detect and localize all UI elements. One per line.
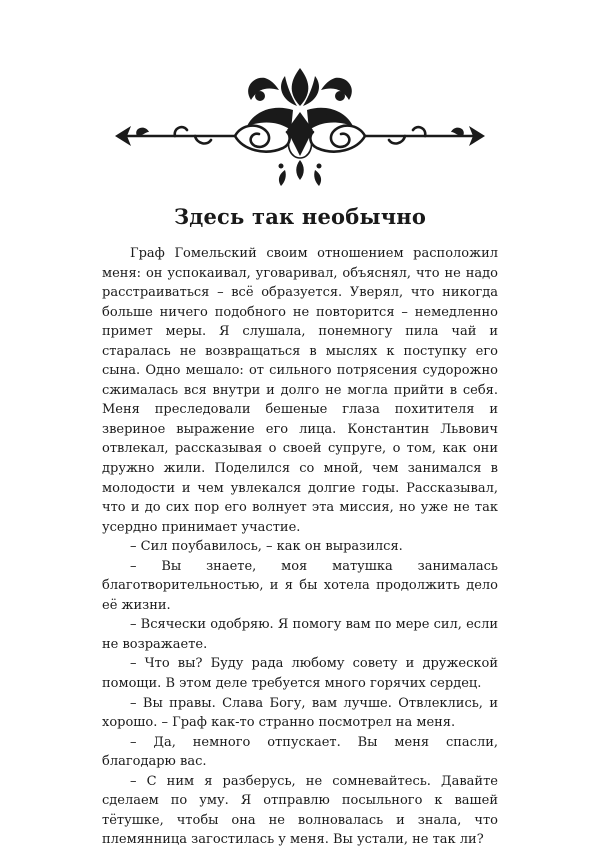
paragraph: Граф Гомельский своим отношением расположил меня: он успокаивал, уговаривал, объяснял, что не надо расстраиваться – всё образуется. Уверял, что никогда больше ничего подобного не повторится – немедленно примет меры. Я слушала, понемногу пила чай и старалась не возвращаться в мыслях к поступку его сына. Одно мешало: от сильного потрясения судорожно сжималась вся внутри и долго не могла прийти в себя. Меня преследовали бешеные глаза похитителя и звериное выражение его лица. Константин Львович отвлекал, рассказывая о своей супруге, о том, как они дружно жили. Поделился со мной, чем занимался в молодости и чем увлекался долгие годы. Рассказывал, что и до сих пор его волнует эта миссия, но уже не так усердно принимает участие. xyxy=(102,246,498,535)
paragraph: – Да, немного отпускает. Вы меня спасли, благодарю вас. xyxy=(102,734,498,770)
paragraph: – Всячески одобряю. Я помогу вам по мере сил, если не возражаете. xyxy=(102,617,498,652)
body-text xyxy=(102,244,498,850)
chapter-title: Здесь так необычно xyxy=(173,204,427,229)
floral-ornament-icon xyxy=(115,66,485,190)
paragraph: – С ним я разберусь, не сомневайтесь. Давайте сделаем по уму. Я отправлю посыльного к вашей тётушке, чтобы она не волновалась и знала, что племянница загостилась у меня. Вы устали, не так ли? xyxy=(102,773,498,848)
paragraph: – Вы правы. Слава Богу, вам лучше. Отвлеклись, и хорошо. – Граф как-то странно посмотрел на меня. xyxy=(102,695,498,731)
paragraph: – Вы знаете, моя матушка занималась благотворительностью, и я бы хотела продолжить дело её жизни. xyxy=(102,558,498,613)
paragraph: – Что вы? Буду рада любому совету и дружеской помощи. В этом деле требуется много горячих сердец. xyxy=(102,656,498,692)
paragraph: – Сил поубавилось, – как он выразился. xyxy=(130,539,403,555)
